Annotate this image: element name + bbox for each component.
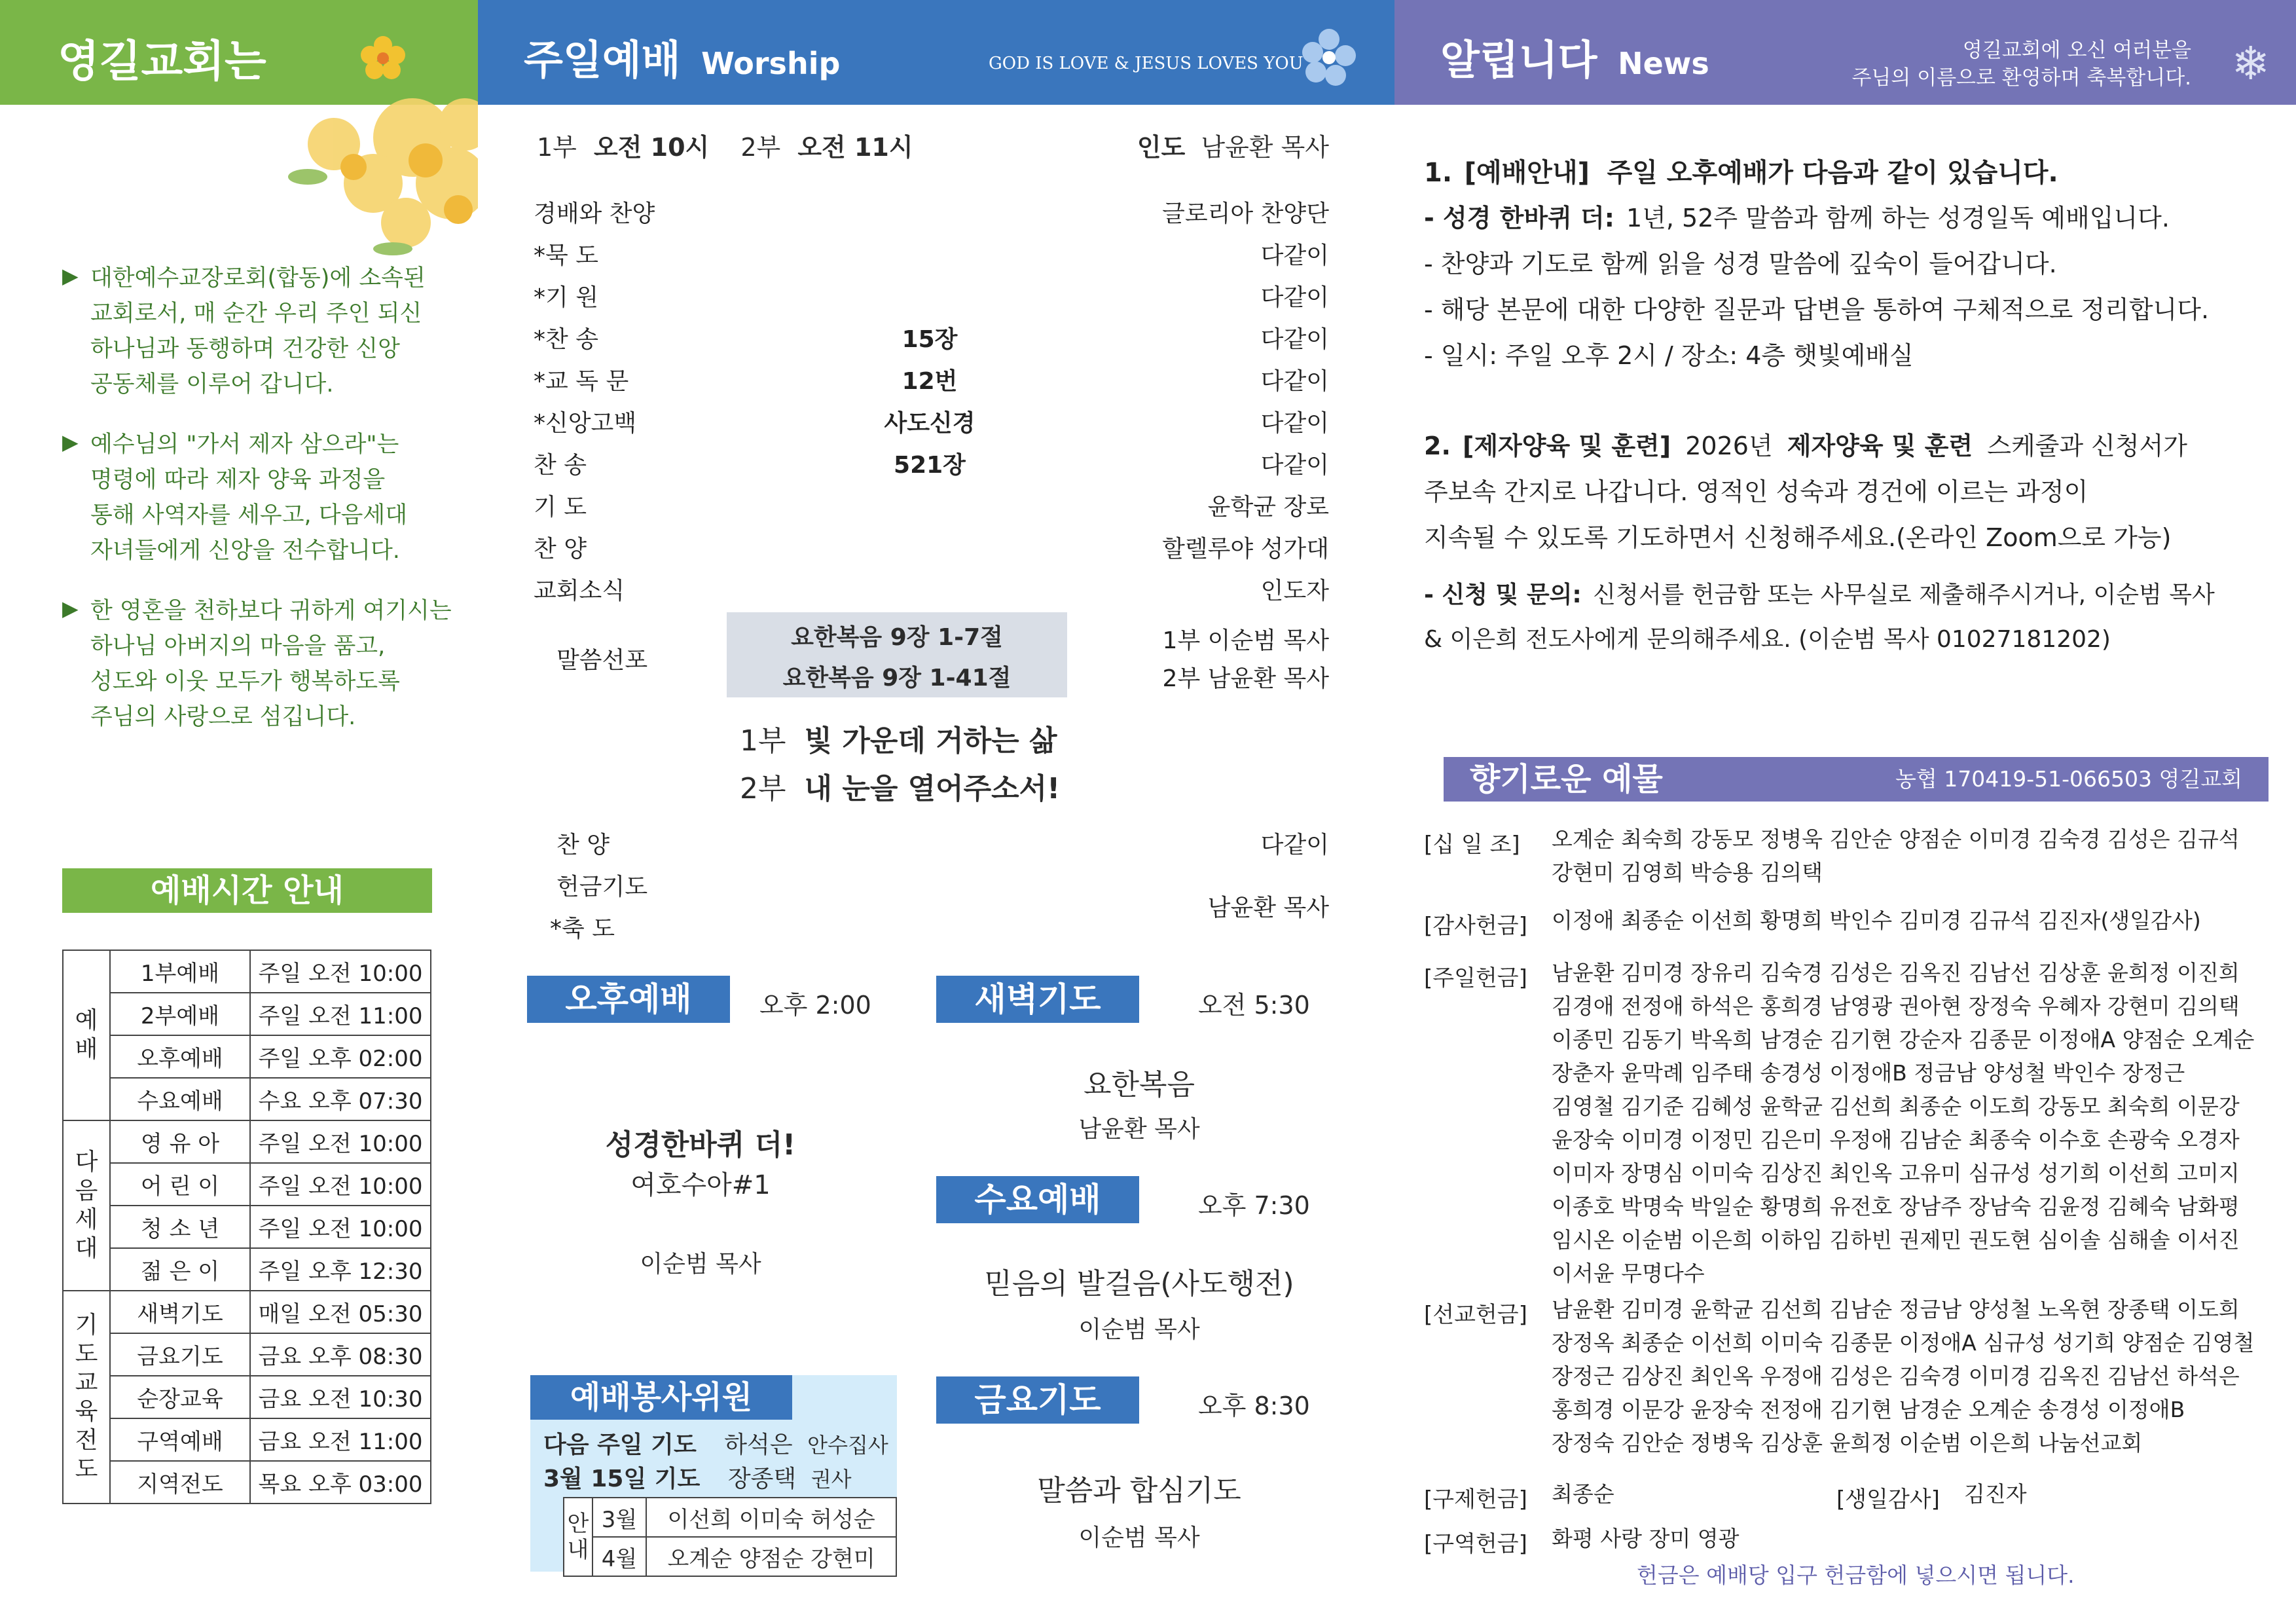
part2-label: 2부 [740,133,781,162]
order-label: *축 도 [550,915,615,942]
afternoon-title: 성경한바퀴 더! [605,1128,796,1162]
intro-line: 하나님과 동행하며 건강한 신앙 [90,336,400,362]
news-tag: [제자양육 및 훈련] [1462,432,1671,460]
news1-heading [1424,152,2058,189]
offering-names-thanks [1552,904,2201,937]
schedule-name: 어 린 이 [110,1163,250,1206]
order-leader: 인도자 [1260,578,1329,604]
intro-line: 대한예수교장로회(합동)에 소속된 [90,265,426,291]
part1-label: 1부 [537,133,577,162]
schedule-time: 주일 오후 02:00 [250,1035,431,1078]
news-number: 2. [1424,432,1451,460]
news-bold-text: - 성경 한바퀴 더: [1424,204,1614,232]
offering-line: 홍희경 이문강 윤장숙 전정애 김기현 남경순 오계순 송경성 이정애B [1552,1397,2185,1422]
offering-line: 장정숙 김안순 정병욱 김상훈 윤희정 이순범 이은희 나눔선교회 [1552,1430,2143,1456]
schedule-name: 청 소 년 [110,1206,250,1248]
offering-label-sunday: [주일헌금] [1424,965,1527,991]
sermon-title-2 [740,765,1060,807]
offering-line: 이종민 김동기 박옥희 남경순 김기현 강순자 김종문 이정애A 양점순 오계순 [1552,1027,2255,1052]
offering-line: 장정옥 최종순 이선희 이미숙 김종문 이정애A 심규성 성기희 양점순 김영철 [1552,1330,2255,1356]
order-detail: 15장 [902,326,958,353]
order-leader: 다같이 [1260,410,1329,437]
sermon-title-text: 내 눈을 열어주소서! [804,772,1061,805]
guide-names: 이선희 이미숙 허성순 [646,1498,896,1537]
order-leader: 남윤환 목사 [1207,895,1329,921]
offering-line: 이서윤 무명다수 [1552,1261,1705,1286]
table-row [63,1333,431,1376]
friday-preacher: 이순범 목사 [1078,1524,1200,1551]
schedule-category: 다 음 세 대 [63,1120,110,1291]
order-label: 찬 송 [534,452,587,479]
schedule-name: 새벽기도 [110,1291,250,1333]
right-panel [1394,0,2296,1624]
schedule-time: 수요 오후 07:30 [250,1078,431,1120]
order-label: *묵 도 [534,242,598,269]
part2-time: 오전 11시 [797,133,913,162]
order-leader: 글로리아 찬양단 [1162,200,1329,227]
afternoon-worship-label: 오후예배 [527,976,730,1023]
servants-name: 장종택 [727,1466,797,1492]
schedule-time: 주일 오전 10:00 [250,1206,431,1248]
offering-line: 윤장숙 이미경 이정민 김은미 우정애 김남순 최종숙 이수호 손광숙 오경자 [1552,1127,2240,1153]
worship-schedule-table [62,950,431,1504]
offering-line: 이미자 장명심 이미숙 김상진 최인옥 고유미 심규성 성기희 이선희 고미지 [1552,1160,2240,1186]
afternoon-time: 오후 2:00 [759,991,871,1020]
order-label: 찬 양 [556,832,610,858]
order-label: *신앙고백 [534,410,637,437]
triangle-bullet-icon: ▶ [62,596,79,621]
schedule-name: 수요예배 [110,1078,250,1120]
offering-line: 강현미 김영희 박승용 김의택 [1552,860,1823,885]
offering-line: 남윤환 김미경 윤학균 김선희 김남순 정금남 양성철 노옥현 장종택 이도희 [1552,1297,2240,1322]
news-tag: [예배안내] [1464,158,1590,188]
preacher-part2: 2부 남윤환 목사 [1162,665,1329,692]
schedule-category: 기 도 교 육 전 도 [63,1291,110,1504]
schedule-name: 지역전도 [110,1461,250,1504]
table-row [63,1035,431,1078]
scripture-part1: 요한복음 9장 1-7절 [791,624,1003,651]
offering-names-birthday: 김진자 [1964,1481,2027,1507]
schedule-name: 금요기도 [110,1333,250,1376]
offering-label-district: [구역헌금] [1424,1531,1527,1557]
table-row [63,950,431,993]
order-leader: 다같이 [1260,452,1329,479]
order-label: *교 독 문 [534,368,629,395]
order-label: 교회소식 [534,578,625,604]
order-leader: 윤학균 장로 [1207,494,1329,521]
intro-line: 공동체를 이루어 갑니다. [90,371,334,397]
offering-line: 이정애 최종순 이선희 황명희 박인수 김미경 김규석 김진자(생일감사) [1552,908,2201,933]
order-label: *기 원 [534,284,598,311]
order-label: 찬 양 [534,536,587,563]
intro-line: 성도와 이웃 모두가 행복하도록 [90,669,400,695]
table-row [564,1537,896,1576]
friday-prayer-label: 금요기도 [936,1376,1139,1424]
news-bold-text: 제자양육 및 훈련 [1787,432,1973,460]
afternoon-preacher: 이순범 목사 [640,1251,761,1278]
schedule-time: 금요 오전 10:30 [250,1376,431,1418]
news-text: 1년, 52주 말씀과 함께 하는 성경일독 예배입니다. [1626,204,2170,232]
offering-line: 오계순 최숙희 강동모 정병욱 김안순 양점순 이미경 김숙경 김성은 김규석 [1552,826,2240,852]
news-title [1440,28,1709,86]
offering-line: 이종호 박명숙 박일순 황명희 유전호 장남주 장남숙 김윤정 김혜숙 남화평 [1552,1194,2240,1219]
flower-icon [354,29,412,88]
order-label: 경배와 찬양 [534,200,655,227]
servants-duty: 3월 15일 기도 [543,1466,701,1492]
schedule-time: 주일 오전 10:00 [250,950,431,993]
schedule-time: 매일 오전 05:30 [250,1291,431,1333]
order-detail: 12번 [902,368,958,395]
offering-line: 임시온 이순범 이은희 이하임 김하빈 권제민 권도현 심이솔 심해솔 이서진 [1552,1227,2240,1253]
sermon-title-prefix: 2부 [740,772,786,805]
offering-names-tithe [1552,822,2240,889]
friday-text: 말씀과 합심기도 [1037,1474,1241,1507]
church-intro-title: 영길교회는 [58,36,266,86]
slogan: GOD IS LOVE & JESUS LOVES YOU [989,54,1303,73]
dawn-preacher: 남윤환 목사 [1078,1116,1200,1143]
offering-label-birthday: [생일감사] [1836,1486,1940,1513]
triangle-bullet-icon: ▶ [62,263,79,288]
intro-line: 예수님의 "가서 제자 삼으라"는 [90,432,399,458]
service-leader [1137,127,1329,163]
offering-line: 김경애 전정애 하석은 홍희경 남영광 권아현 장정숙 우혜자 강현미 김의택 [1552,993,2240,1019]
afternoon-subtitle: 여호수아#1 [630,1170,771,1200]
schedule-time: 목요 오후 03:00 [250,1461,431,1504]
mid-header [478,0,1394,105]
offering-line: 김영철 김기준 김혜성 윤학균 김선희 최종순 이도희 강동모 최숙희 이문강 [1552,1094,2240,1119]
offering-label-tithe: [십 일 조] [1424,832,1520,858]
intro-line: 주님의 사랑으로 섬깁니다. [90,704,356,730]
scripture-box [727,612,1067,697]
schedule-name: 영 유 아 [110,1120,250,1163]
schedule-name: 오후예배 [110,1035,250,1078]
news-bold-text: - 신청 및 문의: [1424,581,1582,608]
sermon-title-prefix: 1부 [740,724,786,758]
dawn-time: 오전 5:30 [1198,991,1310,1020]
news-text: 신청서를 헌금함 또는 사무실로 제출해주시거나, 이순범 목사 [1593,581,2215,608]
offering-names-district: 화평 사랑 장미 영광 [1552,1526,1740,1551]
right-header [1394,0,2296,105]
offering-names-mission [1552,1293,2254,1460]
sermon-title-text: 빛 가운데 거하는 삶 [804,724,1057,758]
guide-label: 안 내 [564,1498,592,1576]
table-row [63,1078,431,1120]
triangle-bullet-icon: ▶ [62,430,79,454]
servants-box [530,1375,897,1572]
guide-table [563,1497,897,1577]
dawn-prayer-label: 새벽기도 [936,976,1139,1023]
scripture-part2: 요한복음 9장 1-41절 [782,665,1011,692]
offering-label-mission: [선교헌금] [1424,1302,1527,1328]
offering-note: 헌금은 예배당 입구 헌금함에 넣으시면 됩니다. [1637,1562,2075,1588]
leader-label: 인도 [1137,133,1186,162]
news-heading-text: 주일 오후예배가 다음과 같이 있습니다. [1607,158,2058,188]
welcome-message [1851,37,2191,92]
table-row [63,1291,431,1333]
offering-label-relief: [구제헌금] [1424,1486,1527,1513]
servants-duty: 다음 주일 기도 [543,1431,697,1458]
order-leader: 다같이 [1260,832,1329,858]
news-title-en: News [1618,46,1709,81]
flower-icon [1290,20,1368,98]
order-detail: 사도신경 [884,410,975,437]
wednesday-worship-label: 수요예배 [936,1176,1139,1223]
schedule-title: 예배시간 안내 [62,868,432,913]
schedule-time: 주일 오전 10:00 [250,1120,431,1163]
order-leader: 다같이 [1260,284,1329,311]
news-text: 2026년 [1685,432,1773,460]
sermon-label: 말씀선포 [556,647,648,674]
schedule-time: 주일 오후 12:30 [250,1248,431,1291]
schedule-time: 주일 오전 11:00 [250,993,431,1035]
news1-line-3: - 해당 본문에 대한 다양한 질문과 답변을 통하여 구체적으로 정리합니다. [1424,295,2210,324]
preacher-part1: 1부 이순범 목사 [1162,627,1329,654]
order-label: 기 도 [534,494,587,521]
news1-line-2: - 찬양과 기도로 함께 읽을 성경 말씀에 깊숙이 들어갑니다. [1424,249,2057,278]
welcome-line: 영길교회에 오신 여러분을 [1962,39,2191,62]
guide-month: 3월 [592,1498,646,1537]
schedule-name: 1부예배 [110,950,250,993]
intro-line: 교회로서, 매 순간 우리 주인 되신 [90,301,422,327]
news2-line-2: 주보속 간지로 나갑니다. 영적인 성숙과 경건에 이르는 과정이 [1424,477,2088,506]
service-times [537,127,913,163]
guide-month: 4월 [592,1537,646,1576]
order-leader: 다같이 [1260,326,1329,353]
middle-panel [478,0,1394,1624]
servants-line-2 [543,1460,852,1494]
schedule-name: 2부예배 [110,993,250,1035]
sermon-title-1 [740,717,1057,759]
intro-line: 통해 사역자를 세우고, 다음세대 [90,502,408,528]
table-row [63,1206,431,1248]
left-panel [0,0,478,1624]
offering-label-thanks: [감사헌금] [1424,913,1527,939]
servants-role: 권사 [811,1467,852,1492]
order-leader: 다같이 [1260,242,1329,269]
news2-line-4 [1424,576,2215,610]
wednesday-preacher: 이순범 목사 [1078,1316,1200,1343]
intro-line: 하나님 아버지의 마음을 품고, [90,633,386,659]
news1-line-4: - 일시: 주일 오후 2시 / 장소: 4층 햇빛예배실 [1424,341,1914,370]
offering-header [1444,757,2269,802]
offering-line: 남윤환 김미경 장유리 김숙경 김성은 김옥진 김남선 김상훈 윤희정 이진희 [1552,960,2240,986]
flower-cluster-icon [177,98,478,262]
intro-line: 명령에 따라 제자 양육 과정을 [90,467,386,493]
table-row [63,1418,431,1461]
offering-names-sunday [1552,956,2254,1290]
news2-line-5: & 이은희 전도사에게 문의해주세요. (이순범 목사 01027181202) [1424,626,2111,653]
table-row [63,993,431,1035]
offering-names-relief: 최종순 [1552,1481,1614,1507]
offering-line: 장춘자 윤막례 임주태 송경성 이정애B 정금남 양성철 박인수 장정근 [1552,1060,2185,1086]
order-detail: 521장 [894,452,966,479]
wednesday-time: 오후 7:30 [1198,1191,1310,1220]
intro-line: 자녀들에게 신앙을 전수합니다. [90,538,400,564]
news1-line-1 [1424,198,2170,234]
worship-title [524,28,840,86]
servants-line-1 [543,1426,888,1460]
table-row [63,1461,431,1504]
wednesday-text: 믿음의 발걸음(사도행전) [984,1267,1294,1301]
intro-line: 한 영혼을 천하보다 귀하게 여기시는 [90,598,452,624]
guide-names: 오계순 양점순 강현미 [646,1537,896,1576]
servants-label: 예배봉사위원 [530,1375,792,1420]
schedule-name: 순장교육 [110,1376,250,1418]
welcome-line: 주님의 이름으로 환영하며 축복합니다. [1851,66,2191,90]
servants-name: 하석은 [724,1431,793,1458]
table-row [63,1376,431,1418]
table-row [63,1248,431,1291]
order-label: *찬 송 [534,326,598,353]
table-row [63,1120,431,1163]
table-row [63,1163,431,1206]
snowflake-icon: ❄ [2231,37,2270,90]
news2-line-3: 지속될 수 있도록 기도하면서 신청해주세요.(온라인 Zoom으로 가능) [1424,523,2172,552]
news-number: 1. [1424,158,1453,188]
news2-heading [1424,426,2187,462]
order-label: 헌금기도 [556,874,648,900]
worship-title-kr: 주일예배 [524,36,681,84]
offering-line: 장정근 김상진 최인옥 우정애 김성은 김숙경 이미경 김옥진 김남선 하석은 [1552,1363,2240,1389]
leader-name: 남윤환 목사 [1201,133,1329,162]
schedule-time: 금요 오후 08:30 [250,1333,431,1376]
worship-title-en: Worship [701,46,841,81]
schedule-time: 주일 오전 10:00 [250,1163,431,1206]
table-row [564,1498,896,1537]
order-leader: 할렐루야 성가대 [1162,536,1329,563]
schedule-name: 젊 은 이 [110,1248,250,1291]
news-title-kr: 알립니다 [1440,36,1597,84]
schedule-time: 금요 오전 11:00 [250,1418,431,1461]
part1-time: 오전 10시 [593,133,710,162]
friday-time: 오후 8:30 [1198,1392,1310,1420]
schedule-category: 예 배 [63,950,110,1120]
offering-account: 농협 170419-51-066503 영길교회 [1895,766,2242,792]
schedule-name: 구역예배 [110,1418,250,1461]
servants-role: 안수집사 [807,1433,888,1458]
order-leader: 다같이 [1260,368,1329,395]
dawn-text: 요한복음 [1083,1068,1195,1101]
left-header [0,0,478,105]
offering-title: 향기로운 예물 [1470,761,1663,798]
news-text: 스케줄과 신청서가 [1987,432,2188,460]
